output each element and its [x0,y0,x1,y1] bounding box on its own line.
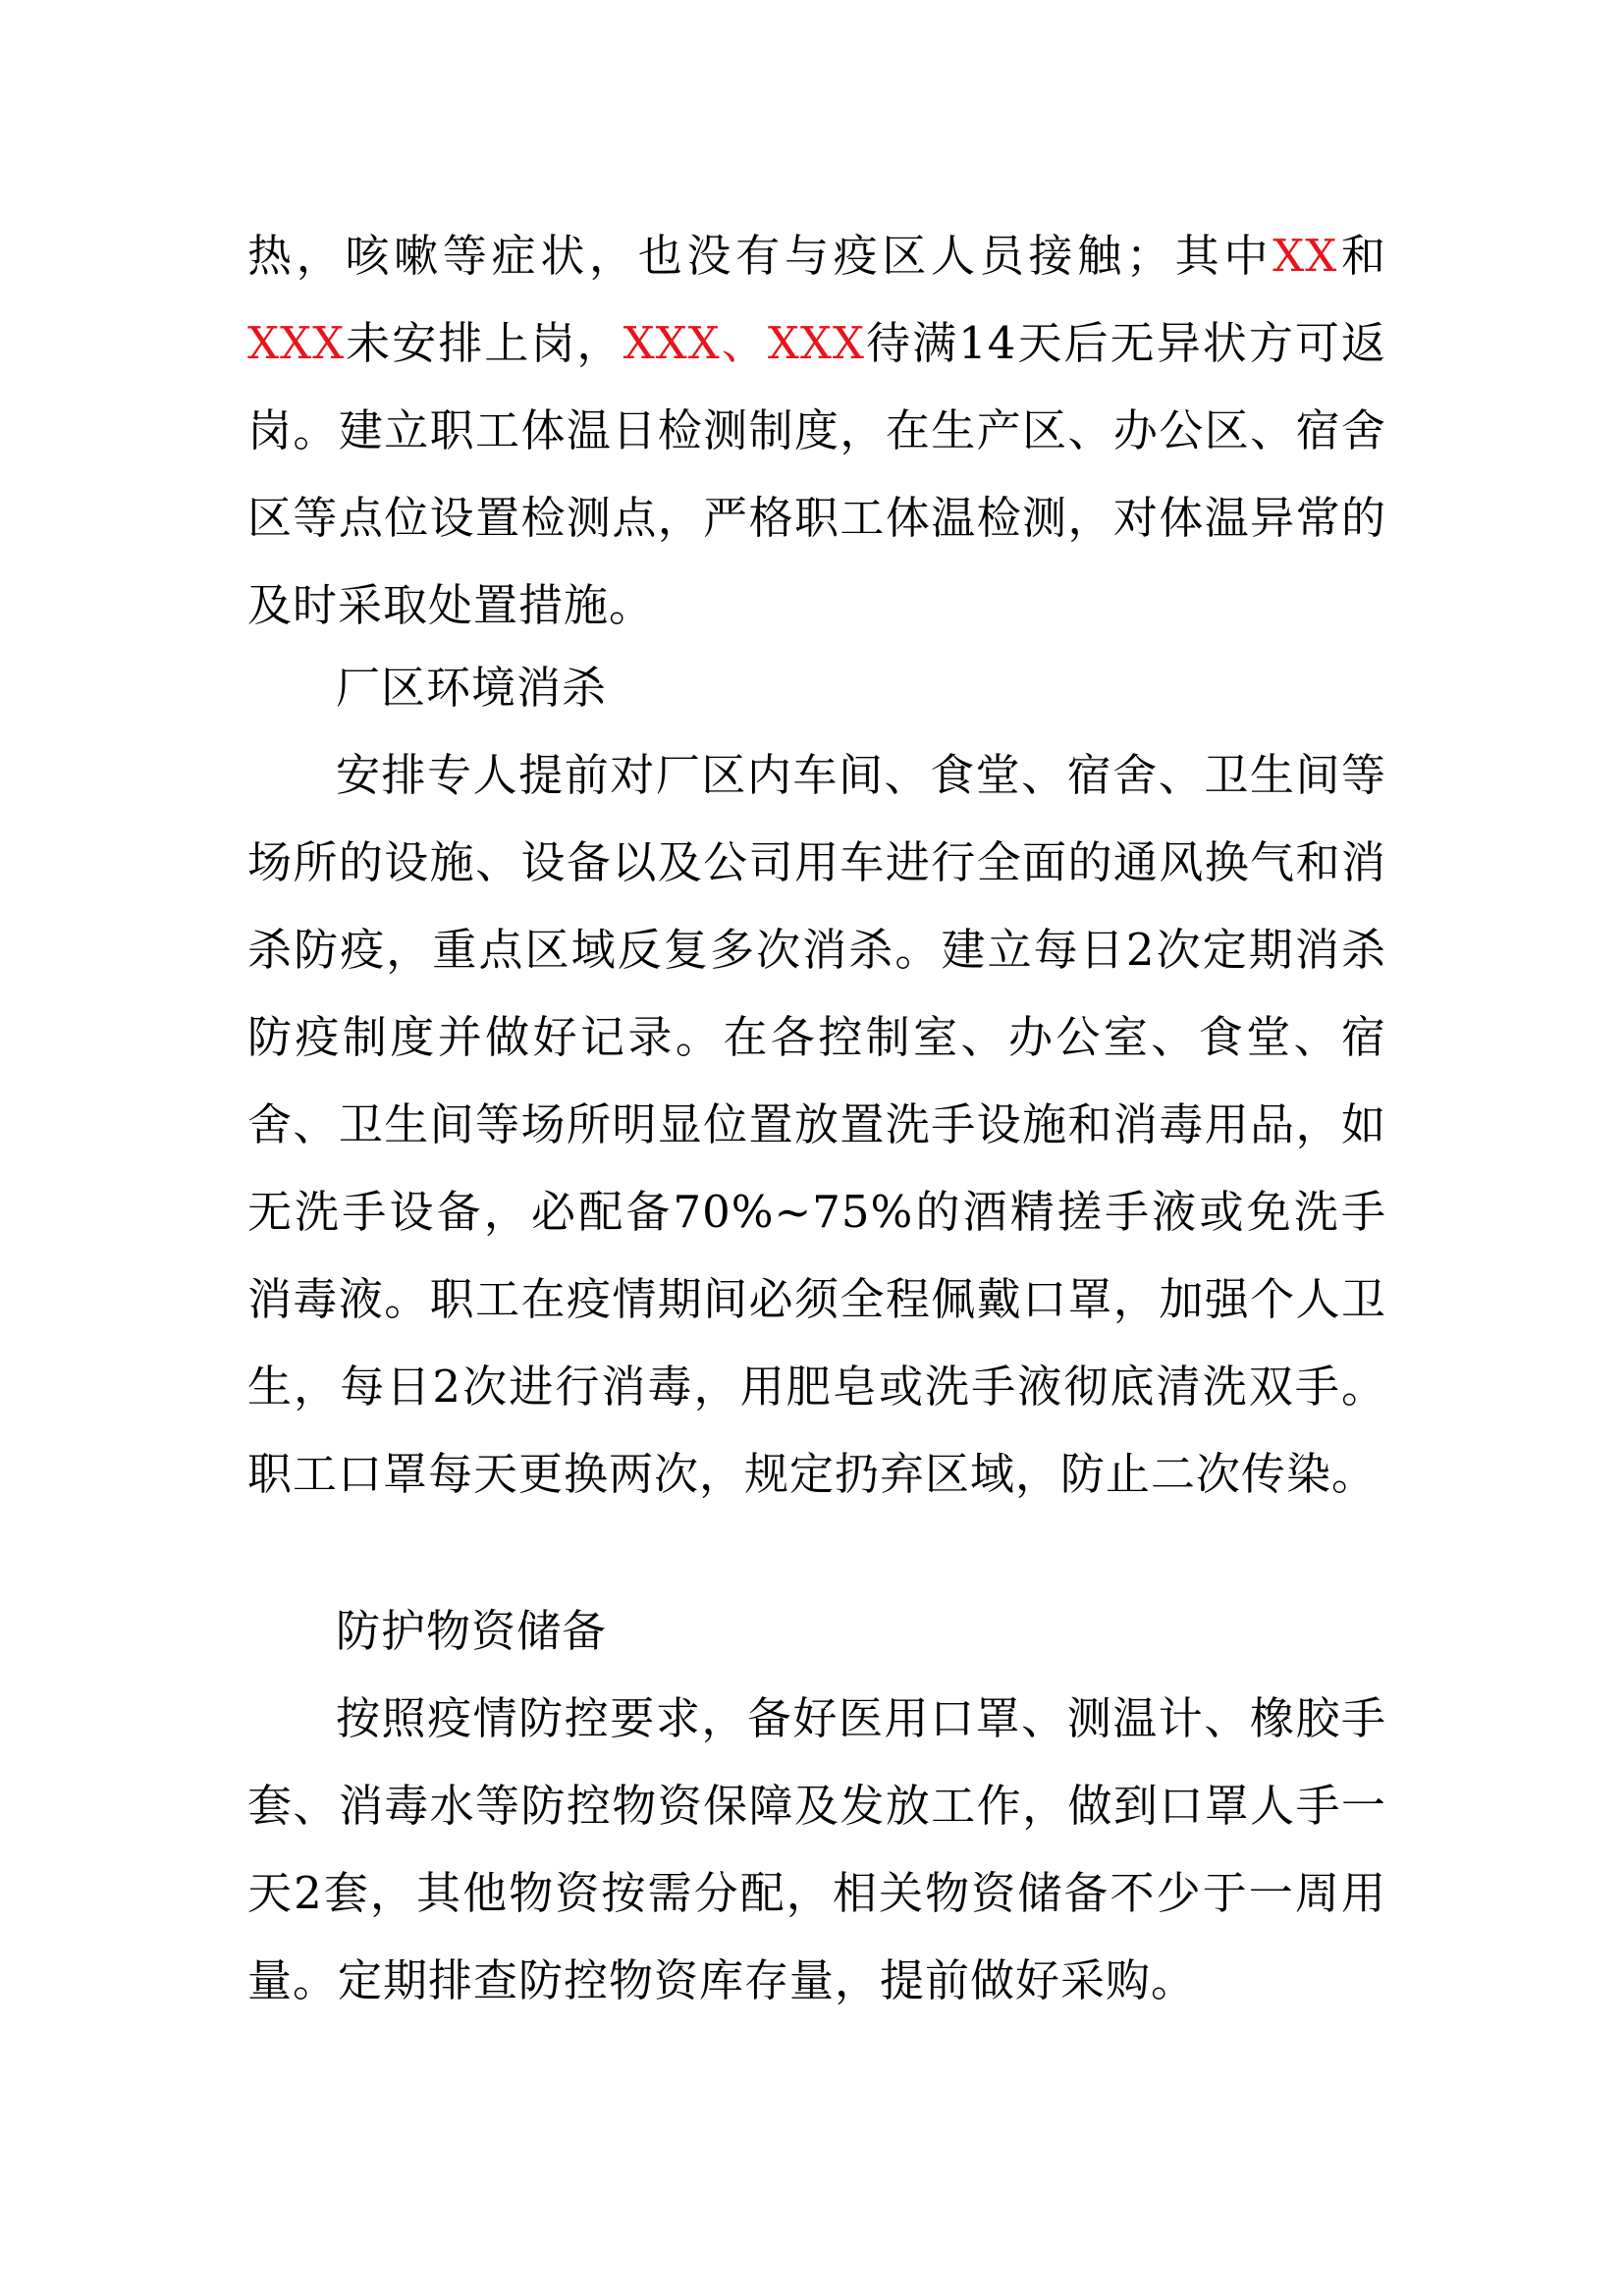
highlighted-name: XX [1272,230,1338,282]
paragraph-text: 和 [1337,230,1386,282]
section-heading-supplies: 防护物资储备 [336,1605,608,1657]
section-heading-disinfection: 厂区环境消杀 [336,662,608,714]
paragraph-text: 热，咳嗽等症状，也没有与疫区人员接触；其中 [247,230,1273,282]
paragraph-text: 未安排上岗， [345,317,623,369]
highlighted-name: XXX [247,317,346,369]
paragraph-supplies: 按照疫情防控要求，备好医用口罩、测温计、橡胶手套、消毒水等防控物资保障及发放工作，做到口罩人手一天2套，其他物资按需分配，相关物资储备不少于一周用量。定期排查防控物资库存量，提前做好采购。 [247,1692,1386,2006]
paragraph-staff-screening [247,212,1386,649]
paragraph-disinfection: 安排专人提前对厂区内车间、食堂、宿舍、卫生间等场所的设施、设备以及公司用车进行全面的通风换气和消杀防疫，重点区域反复多次消杀。建立每日2次定期消杀防疫制度并做好记录。在各控制室、办公室、食堂、宿舍、卫生间等场所明显位置放置洗手设施和消毒用品，如无洗手设备，必配备70%~75%的酒精搓手液或免洗手消毒液。职工在疫情期间必须全程佩戴口罩，加强个人卫生，每日2次进行消毒，用肥皂或洗手液彻底清洗双手。职工口罩每天更换两次，规定扔弃区域，防止二次传染。 [247,749,1386,1500]
paragraph-text: 待满14天后无异状方可返岗。建立职工体温日检测制度，在生产区、办公区、宿舍区等点位设置检测点，严格职工体温检测，对体温异常的及时采取处置措施。 [247,317,1386,631]
highlighted-name: XXX、XXX [623,317,865,369]
